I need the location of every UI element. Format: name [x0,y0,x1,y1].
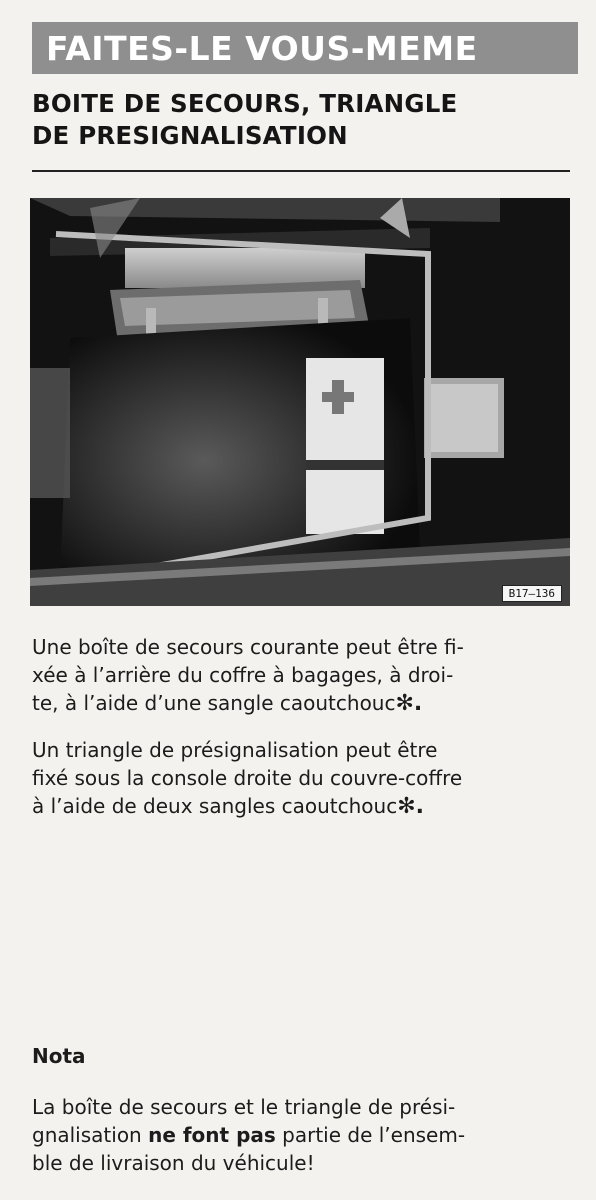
emphasis-text: ne font pas [148,1123,276,1147]
nota-paragraph [32,1093,572,1177]
nota-title: Nota [32,1044,86,1068]
asterisk-footnote-icon: ✻. [397,794,424,819]
figure-number: B17–136 [502,585,562,602]
paragraph-line: ble de livraison du véhicule! [32,1151,315,1175]
paragraph-first-aid-box [32,633,572,718]
paragraph-line: fixé sous la console droite du couvre-coffre [32,766,463,790]
section-banner [32,22,578,74]
paragraph-line: Un triangle de présignalisation peut être [32,738,438,762]
paragraph-line: La boîte de secours et le triangle de prési- [32,1095,456,1119]
asterisk-footnote-icon: ✻. [395,691,423,716]
paragraph-line-text: gnalisation [32,1123,149,1147]
paragraph-line-text: partie de l’ensem- [275,1123,466,1147]
paragraph-warning-triangle [32,736,572,821]
paragraph-line-text: à l’aide de deux sangles caoutchouc [32,794,398,818]
heading-divider [32,170,570,172]
paragraph-line [32,689,572,718]
paragraph-line-text: te, à l’aide d’une sangle caoutchouc [32,691,396,715]
page-title-line-2: DE PRESIGNALISATION [32,121,348,150]
paragraph-line [32,1121,572,1149]
page-title [32,88,572,152]
trunk-photo [30,198,570,606]
paragraph-line [32,792,572,821]
trunk-photo-illustration [30,198,570,606]
section-banner-text: FAITES-LE VOUS-MEME [46,28,478,68]
page-title-line-1: BOITE DE SECOURS, TRIANGLE [32,89,458,118]
paragraph-line: xée à l’arrière du coffre à bagages, à droi- [32,663,454,687]
paragraph-line: Une boîte de secours courante peut être fi- [32,635,464,659]
